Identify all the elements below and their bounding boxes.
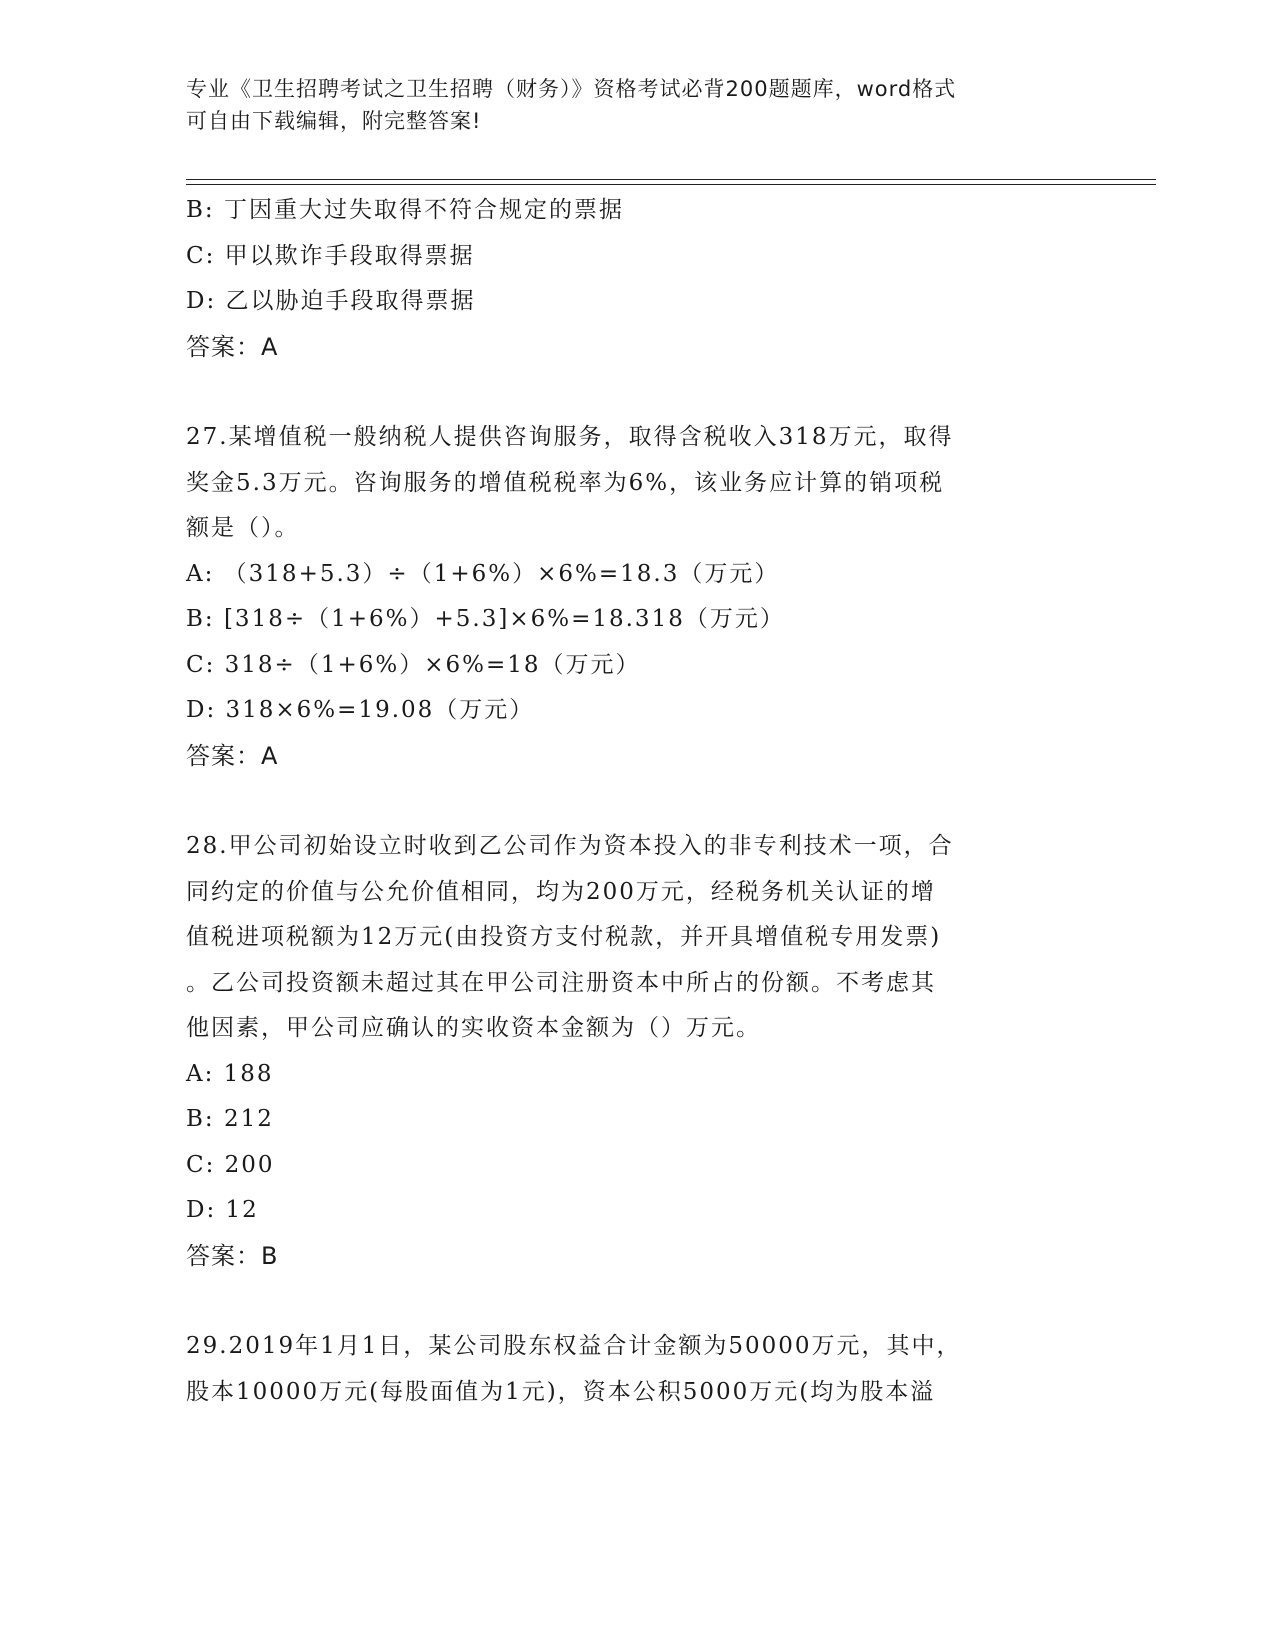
option-a: A: 188 (186, 1060, 274, 1087)
question-stem-line: 额是（）。 (186, 515, 300, 541)
document-body (186, 188, 1086, 1415)
answer: 答案：B (186, 1241, 279, 1270)
header-title-line-2: 可自由下载编辑，附完整答案! (186, 109, 482, 133)
question-27 (186, 415, 1086, 779)
question-stem-line: 。乙公司投资额未超过其在甲公司注册资本中所占的份额。不考虑其 (186, 969, 936, 996)
question-stem-line: 28.甲公司初始设立时收到乙公司作为资本投入的非专利技术一项，合 (186, 833, 954, 859)
option-c: C: 318÷（1+6%）×6%=18（万元） (186, 651, 641, 678)
option-b: B: 212 (186, 1106, 274, 1132)
option-b: B: 丁因重大过失取得不符合规定的票据 (186, 197, 624, 223)
option-d: D: 乙以胁迫手段取得票据 (186, 288, 476, 314)
question-stem-line: 同约定的价值与公允价值相同，均为200万元，经税务机关认证的增 (186, 878, 936, 905)
question-stem-line: 29.2019年1月1日，某公司股东权益合计金额为50000万元，其中， (186, 1333, 962, 1359)
option-d: D: 12 (186, 1197, 259, 1223)
header-divider-top (186, 179, 1156, 180)
question-stem-line: 27.某增值税一般纳税人提供咨询服务，取得含税收入318万元，取得 (186, 424, 954, 450)
spacer (186, 779, 1086, 824)
option-c: C: 甲以欺诈手段取得票据 (186, 242, 475, 269)
document-header (186, 73, 1066, 137)
question-26 (186, 188, 1086, 370)
header-divider-bottom (186, 184, 1156, 185)
option-b: B: [318÷（1+6%）+5.3]×6%=18.318（万元） (186, 606, 785, 632)
question-28 (186, 824, 1086, 1279)
question-stem-line: 他因素，甲公司应确认的实收资本金额为（）万元。 (186, 1015, 761, 1041)
question-stem-line: 股本10000万元(每股面值为1元)，资本公积5000万元(均为股本溢 (186, 1378, 936, 1405)
header-title-line-1: 专业《卫生招聘考试之卫生招聘（财务）》资格考试必背200题题库，word格式 (186, 77, 957, 101)
question-29 (186, 1324, 1086, 1415)
answer: 答案：A (186, 332, 279, 361)
option-c: C: 200 (186, 1151, 275, 1178)
answer: 答案：A (186, 741, 279, 770)
option-d: D: 318×6%=19.08（万元） (186, 697, 535, 723)
option-a: A: （318+5.3）÷（1+6%）×6%=18.3（万元） (186, 560, 780, 587)
question-stem-line: 值税进项税额为12万元(由投资方支付税款，并开具增值税专用发票) (186, 924, 942, 950)
spacer (186, 1279, 1086, 1324)
spacer (186, 370, 1086, 415)
question-stem-line: 奖金5.3万元。咨询服务的增值税税率为6%，该业务应计算的销项税 (186, 469, 945, 496)
